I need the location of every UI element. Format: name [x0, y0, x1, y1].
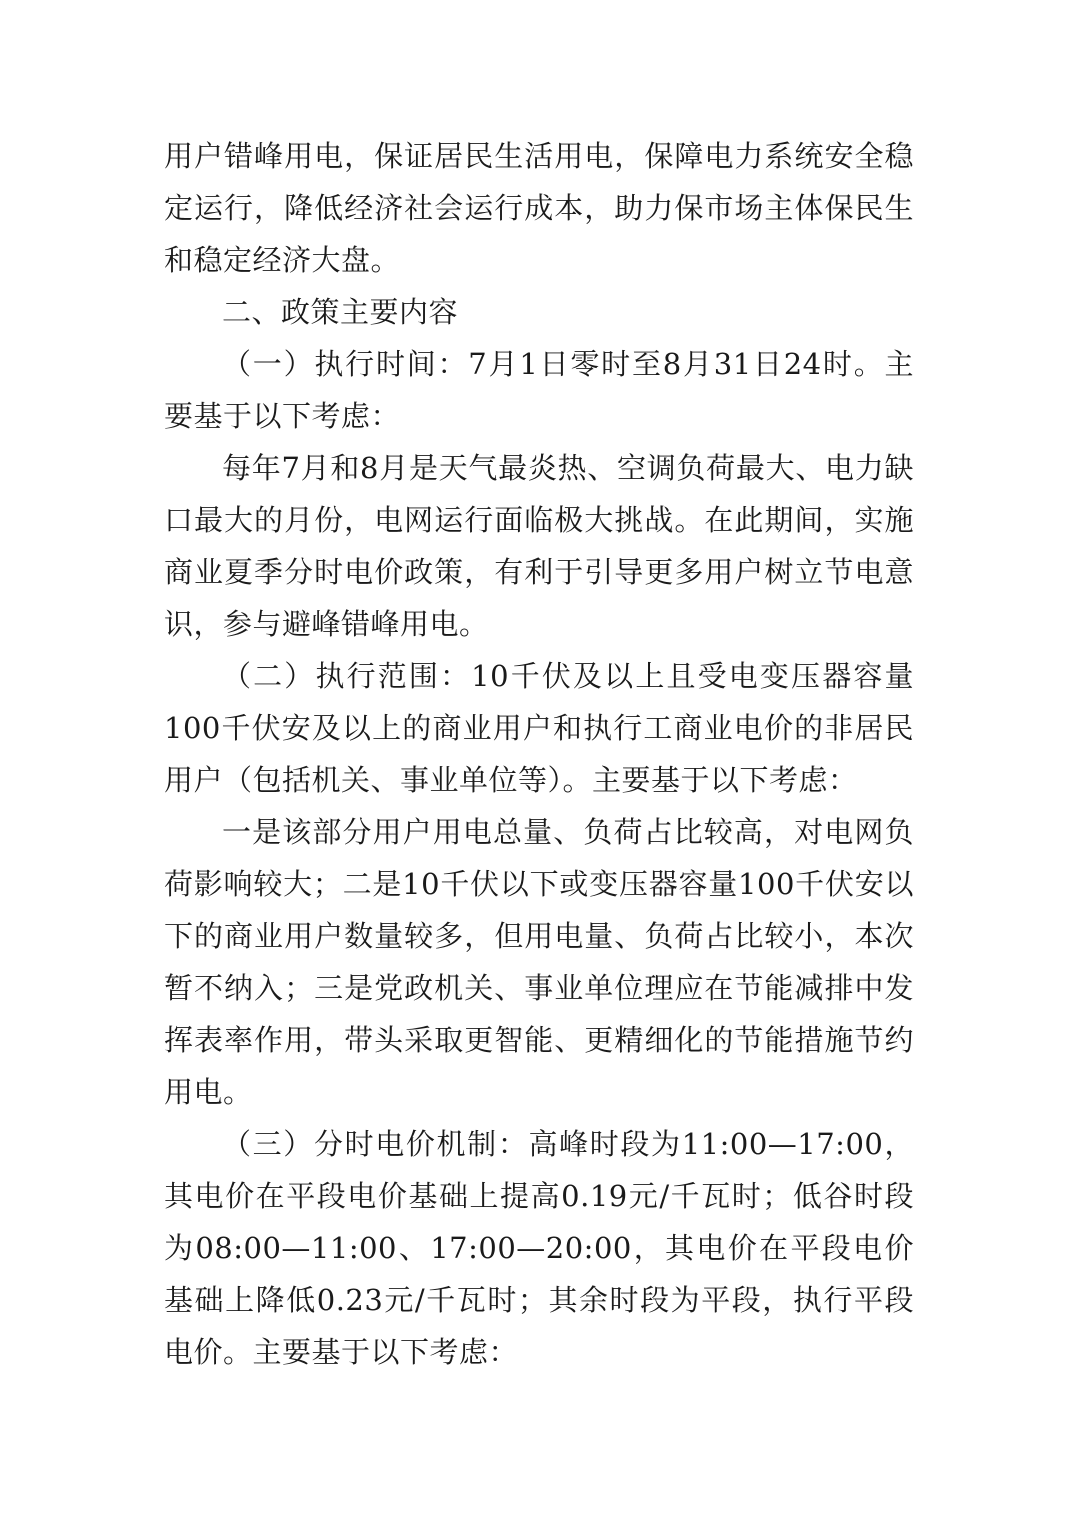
paragraph-execution-scope-reason: 一是该部分用户用电总量、负荷占比较高，对电网负荷影响较大；二是10千伏以下或变压器容量100千伏安以下的商业用户数量较多，但用电量、负荷占比较小，本次暂不纳入；三是党政机关、事业单位理应在节能减排中发挥表率作用，带头采取更智能、更精细化的节能措施节约用电。	[164, 815, 914, 1109]
section-heading-policy-content: 二、政策主要内容	[222, 295, 459, 329]
paragraph-tou-pricing-mechanism: （三）分时电价机制：高峰时段为11:00—17:00，其电价在平段电价基础上提高0.19元/千瓦时；低谷时段为08:00—11:00、17:00—20:00，其电价在平段电价基础上降低0.23元/千瓦时；其余时段为平段，执行平段电价。主要基于以下考虑：	[164, 1127, 914, 1369]
paragraph-execution-scope: （二）执行范围：10千伏及以上且受电变压器容量100千伏安及以上的商业用户和执行工商业电价的非居民用户（包括机关、事业单位等）。主要基于以下考虑：	[164, 659, 914, 797]
document-body	[164, 130, 914, 1378]
paragraph-execution-time: （一）执行时间：7月1日零时至8月31日24时。主要基于以下考虑：	[164, 347, 914, 433]
paragraph-execution-time-reason: 每年7月和8月是天气最炎热、空调负荷最大、电力缺口最大的月份，电网运行面临极大挑战。在此期间，实施商业夏季分时电价政策，有利于引导更多用户树立节电意识，参与避峰错峰用电。	[164, 451, 914, 641]
paragraph-intro-continuation: 用户错峰用电，保证居民生活用电，保障电力系统安全稳定运行，降低经济社会运行成本，助力保市场主体保民生和稳定经济大盘。	[164, 139, 914, 277]
